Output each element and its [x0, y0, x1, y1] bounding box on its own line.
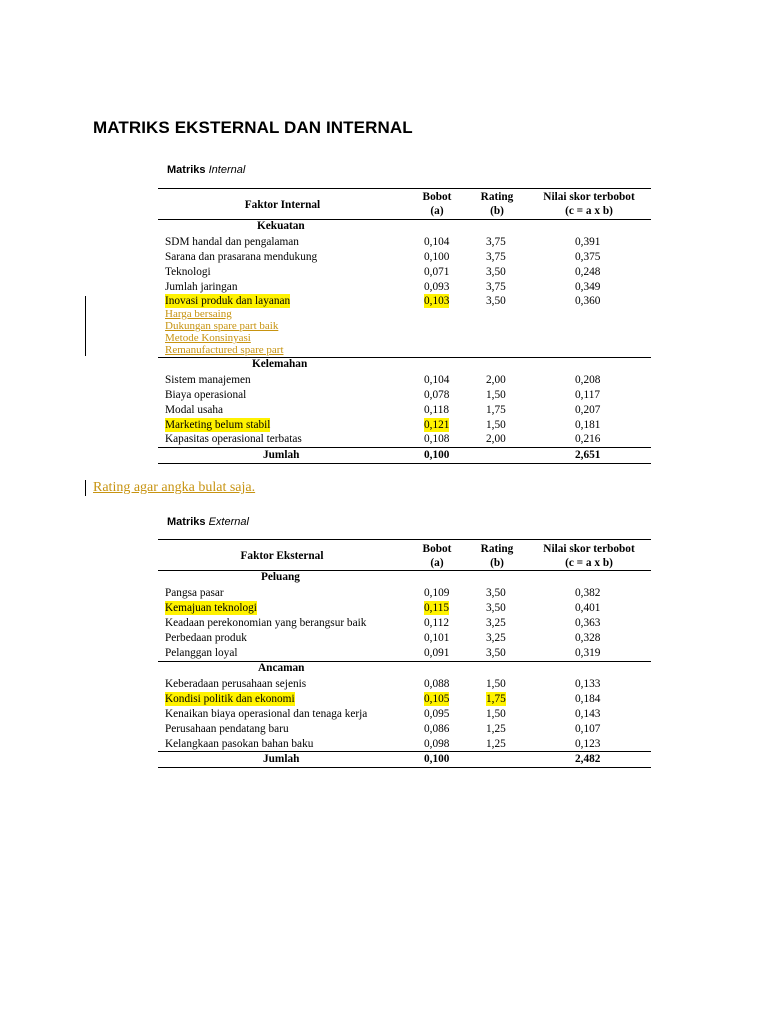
row-rating: 3,25 [486, 617, 506, 629]
row-rating: 1,25 [486, 723, 506, 735]
row-nilai: 0,184 [575, 693, 601, 705]
page-title: MATRIKS EKSTERNAL DAN INTERNAL [93, 118, 413, 137]
row-faktor: SDM handal dan pengalaman [165, 236, 299, 248]
table-row [165, 692, 655, 706]
table-row [165, 403, 655, 417]
table-row [165, 586, 655, 600]
row-bobot: 0,091 [424, 647, 450, 659]
total-bobot: 0,100 [424, 753, 450, 765]
header-nilai-label: Nilai skor terbobot [543, 543, 635, 555]
table-row [165, 722, 655, 736]
header-rating-sub: (b) [490, 557, 504, 569]
header-rating [467, 542, 527, 570]
internal-caption-prefix: Matriks [167, 164, 206, 176]
row-faktor: Keadaan perekonomian yang berangsur baik [165, 617, 367, 629]
row-faktor-highlighted: Kemajuan teknologi [165, 602, 257, 614]
header-bobot-label: Bobot [422, 191, 452, 203]
header-faktor: Faktor Eksternal [240, 550, 324, 562]
table-row [165, 631, 655, 645]
row-bobot: 0,104 [424, 374, 450, 386]
row-nilai: 0,360 [575, 295, 601, 307]
section-kekuatan: Kekuatan [257, 220, 305, 232]
row-nilai: 0,328 [575, 632, 601, 644]
tracked-insertion: Harga bersaing [165, 308, 232, 320]
row-nilai: 0,382 [575, 587, 601, 599]
row-faktor: Kelangkaan pasokan bahan baku [165, 738, 314, 750]
row-rating: 1,50 [486, 389, 506, 401]
row-faktor-highlighted: Inovasi produk dan layanan [165, 295, 291, 307]
header-bobot-sub: (a) [430, 205, 444, 217]
row-bobot: 0,071 [424, 266, 450, 278]
table-row [165, 601, 655, 615]
table-row [165, 707, 655, 721]
tracked-insertion: Dukungan spare part baik [165, 320, 279, 332]
external-caption-italic: External [208, 516, 249, 528]
external-caption-prefix: Matriks [167, 516, 206, 528]
row-nilai: 0,363 [575, 617, 601, 629]
row-rating: 3,50 [486, 602, 506, 614]
header-rating-label: Rating [480, 543, 514, 555]
row-bobot: 0,108 [424, 433, 450, 445]
table-top-rule [158, 188, 651, 189]
header-bobot [407, 542, 467, 570]
header-faktor: Faktor Internal [244, 199, 321, 211]
row-rating: 3,50 [486, 295, 506, 307]
row-rating: 2,00 [486, 374, 506, 386]
header-nilai [527, 190, 651, 218]
table-row [165, 737, 655, 751]
change-bar [85, 296, 86, 356]
row-rating: 1,50 [486, 708, 506, 720]
row-nilai: 0,391 [575, 236, 601, 248]
row-bobot: 0,109 [424, 587, 450, 599]
table-top-rule [158, 539, 651, 540]
row-faktor: Teknologi [165, 266, 211, 278]
section-peluang: Peluang [261, 571, 300, 583]
row-nilai: 0,401 [575, 602, 601, 614]
table-row [165, 235, 655, 249]
row-rating: 3,75 [486, 251, 506, 263]
row-faktor: Keberadaan perusahaan sejenis [165, 678, 307, 690]
row-bobot: 0,088 [424, 678, 450, 690]
row-faktor: Kapasitas operasional terbatas [165, 433, 302, 445]
row-nilai: 0,133 [575, 678, 601, 690]
row-faktor: Modal usaha [165, 404, 224, 416]
total-label: Jumlah [263, 449, 300, 461]
header-bobot-sub: (a) [430, 557, 444, 569]
table-row [165, 250, 655, 264]
row-rating: 1,75 [486, 404, 506, 416]
total-nilai: 2,651 [575, 449, 601, 461]
row-rating: 1,50 [486, 678, 506, 690]
row-bobot: 0,118 [424, 404, 449, 416]
row-bobot: 0,101 [424, 632, 450, 644]
table-row [165, 388, 655, 402]
header-nilai-sub: (c = a x b) [565, 205, 613, 217]
total-nilai: 2,482 [575, 753, 601, 765]
row-faktor: Pangsa pasar [165, 587, 224, 599]
row-bobot-highlighted: 0,121 [424, 419, 450, 431]
row-rating: 3,50 [486, 587, 506, 599]
row-faktor: Jumlah jaringan [165, 281, 238, 293]
row-rating: 1,50 [486, 419, 506, 431]
row-faktor: Sistem manajemen [165, 374, 251, 386]
row-rating: 3,25 [486, 632, 506, 644]
header-bobot-label: Bobot [422, 543, 452, 555]
table-bottom-rule [158, 463, 651, 464]
section-kelemahan: Kelemahan [252, 358, 308, 370]
row-nilai: 0,216 [575, 433, 601, 445]
table-row [165, 265, 655, 279]
row-nilai: 0,117 [575, 389, 600, 401]
total-label: Jumlah [263, 753, 300, 765]
row-nilai: 0,107 [575, 723, 601, 735]
table-row [165, 677, 655, 691]
row-bobot: 0,098 [424, 738, 450, 750]
table-row [165, 373, 655, 387]
header-bobot [407, 190, 467, 218]
section-rule [158, 357, 651, 358]
change-bar [85, 480, 86, 496]
table-row [165, 294, 655, 308]
row-rating-highlighted: 1,75 [486, 693, 506, 705]
total-row [165, 448, 655, 462]
tracked-insertion: Metode Konsinyasi [165, 332, 251, 344]
header-bottom-rule [158, 570, 651, 571]
row-bobot-highlighted: 0,103 [424, 295, 450, 307]
row-bobot: 0,093 [424, 281, 450, 293]
header-nilai-label: Nilai skor terbobot [543, 191, 635, 203]
header-rating-label: Rating [480, 191, 514, 203]
header-nilai-sub: (c = a x b) [565, 557, 613, 569]
table-row [165, 418, 655, 432]
row-nilai: 0,181 [575, 419, 601, 431]
row-rating: 3,50 [486, 647, 506, 659]
table-row [165, 432, 655, 446]
table-row [165, 616, 655, 630]
header-rating-sub: (b) [490, 205, 504, 217]
total-bobot: 0,100 [424, 449, 450, 461]
external-matrix-caption [167, 516, 249, 528]
tracked-comment-note: Rating agar angka bulat saja. [93, 480, 256, 495]
row-faktor-highlighted: Kondisi politik dan ekonomi [165, 693, 295, 705]
row-nilai: 0,208 [575, 374, 601, 386]
row-bobot: 0,095 [424, 708, 450, 720]
tracked-insertion: Remanufactured spare part [165, 344, 284, 356]
row-bobot: 0,086 [424, 723, 450, 735]
row-nilai: 0,319 [575, 647, 601, 659]
header-nilai [527, 542, 651, 570]
internal-matrix-caption [167, 164, 245, 176]
row-nilai: 0,375 [575, 251, 601, 263]
table-row [165, 646, 655, 660]
table-bottom-rule [158, 767, 651, 768]
row-nilai: 0,143 [575, 708, 601, 720]
row-nilai: 0,349 [575, 281, 601, 293]
row-nilai: 0,207 [575, 404, 601, 416]
table-row [165, 280, 655, 294]
section-rule [158, 661, 651, 662]
row-faktor: Sarana dan prasarana mendukung [165, 251, 318, 263]
row-faktor: Perbedaan produk [165, 632, 247, 644]
header-bottom-rule [158, 219, 651, 220]
row-faktor: Perusahaan pendatang baru [165, 723, 289, 735]
row-bobot-highlighted: 0,115 [424, 602, 449, 614]
row-rating: 1,25 [486, 738, 506, 750]
row-rating: 2,00 [486, 433, 506, 445]
row-rating: 3,75 [486, 281, 506, 293]
row-nilai: 0,123 [575, 738, 601, 750]
row-rating: 3,50 [486, 266, 506, 278]
row-bobot: 0,104 [424, 236, 450, 248]
row-faktor: Kenaikan biaya operasional dan tenaga kerja [165, 708, 368, 720]
total-row [165, 752, 655, 766]
row-nilai: 0,248 [575, 266, 601, 278]
row-rating: 3,75 [486, 236, 506, 248]
row-bobot: 0,100 [424, 251, 450, 263]
header-rating [467, 190, 527, 218]
row-faktor-highlighted: Marketing belum stabil [165, 419, 271, 431]
row-bobot: 0,112 [424, 617, 449, 629]
row-bobot-highlighted: 0,105 [424, 693, 450, 705]
row-faktor: Biaya operasional [165, 389, 247, 401]
internal-caption-italic: Internal [208, 164, 246, 176]
section-ancaman: Ancaman [258, 662, 305, 674]
row-faktor: Pelanggan loyal [165, 647, 238, 659]
row-bobot: 0,078 [424, 389, 450, 401]
